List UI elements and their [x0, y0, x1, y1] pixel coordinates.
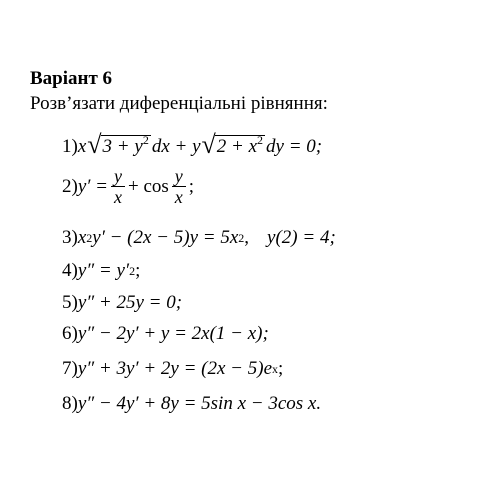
equation-3: 3) x 2 y′ − (2x − 5)y = 5x 2 , y(2) = 4;: [62, 227, 336, 248]
fraction-numerator: y: [111, 166, 125, 187]
math-text: y″ − 2y′ + y = 2x(1 − x);: [77, 323, 269, 344]
equation-4: 4) y″ = y′ 2 ;: [62, 260, 141, 281]
math-text: + cos: [128, 175, 169, 197]
task-instruction: Розв’язати диференціальні рівняння:: [30, 93, 328, 114]
equation-7: 7) y″ + 3y′ + 2y = (2x − 5)e x ;: [62, 358, 284, 379]
math-text: y′ =: [77, 175, 108, 197]
fraction-denominator: x: [174, 187, 183, 207]
equation-number: 7): [62, 358, 78, 379]
sqrt-icon: √: [201, 130, 216, 159]
equation-number: 6): [62, 323, 78, 344]
fraction: [111, 166, 125, 207]
equation-number: 1): [62, 135, 78, 157]
equation-number: 3): [62, 227, 78, 248]
equation-5: [62, 292, 182, 314]
equation-8: [62, 393, 321, 415]
equation-number: 8): [62, 393, 78, 414]
equation-2: [62, 166, 194, 207]
math-text: 2 + x: [216, 136, 258, 157]
sqrt-icon: √: [87, 130, 102, 159]
exponent: 2: [142, 133, 149, 147]
math-text: y″ + 25y = 0;: [77, 292, 183, 313]
math-text: dx + y: [151, 135, 201, 157]
math-text: x: [77, 135, 87, 157]
exponent: 2: [257, 133, 264, 147]
math-text: y″ − 4y′ + 8y = 5sin x − 3cos x.: [77, 393, 322, 414]
equation-number: 4): [62, 260, 78, 281]
math-text: x: [77, 227, 87, 248]
math-text: ,: [244, 227, 250, 248]
sqrt-expression: [201, 130, 266, 159]
initial-condition: y(2) = 4;: [267, 227, 336, 248]
fraction: [172, 166, 186, 207]
sqrt-expression: [87, 130, 151, 159]
equation-number: 2): [62, 175, 78, 197]
fraction-numerator: y: [172, 166, 186, 187]
math-text: ;: [135, 260, 141, 281]
math-text: y′ − (2x − 5)y = 5x: [92, 227, 239, 248]
equation-number: 5): [62, 292, 78, 313]
math-text: dy = 0;: [266, 135, 323, 157]
math-text: ;: [188, 175, 195, 197]
fraction-denominator: x: [114, 187, 122, 207]
math-text: y″ + 3y′ + 2y = (2x − 5)e: [77, 358, 273, 379]
math-text: 3 + y: [102, 136, 143, 157]
variant-title: Варіант 6: [30, 68, 113, 89]
math-text: y″ = y′: [77, 260, 130, 281]
equation-1: [62, 130, 323, 159]
equation-6: [62, 323, 269, 345]
math-text: ;: [278, 358, 284, 379]
